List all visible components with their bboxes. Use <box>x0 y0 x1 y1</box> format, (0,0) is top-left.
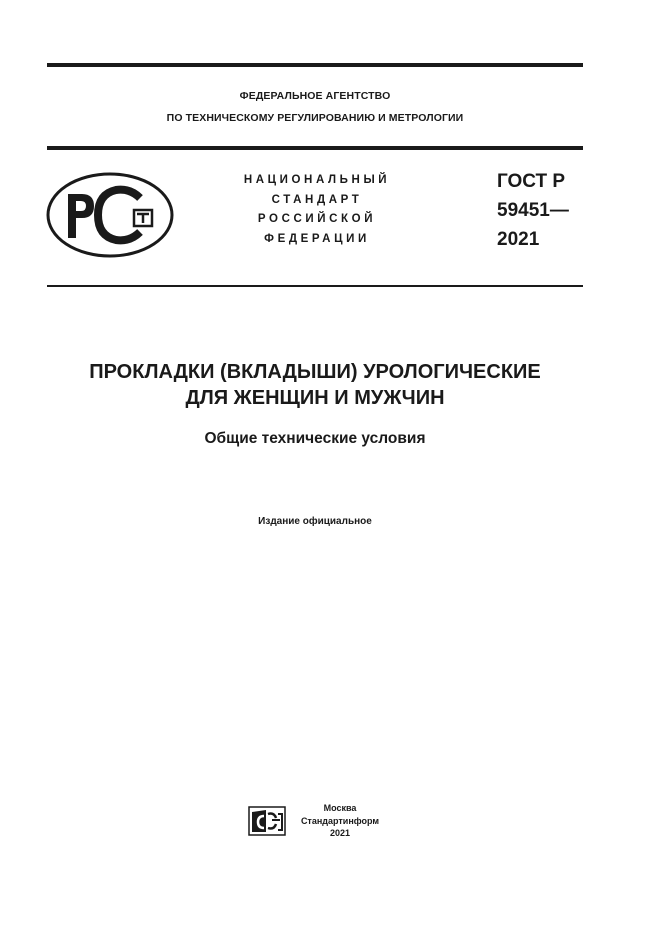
standard-type-line1: НАЦИОНАЛЬНЫЙ <box>243 174 391 186</box>
edition-note: Издание официальное <box>258 516 372 527</box>
publisher-info <box>300 802 380 840</box>
middle-rule <box>47 146 583 150</box>
agency-name-line2: ПО ТЕХНИЧЕСКОМУ РЕГУЛИРОВАНИЮ И МЕТРОЛОГИИ <box>166 112 464 124</box>
document-title-line1: ПРОКЛАДКИ (ВКЛАДЫШИ) УРОЛОГИЧЕСКИЕ <box>89 361 541 383</box>
publisher-year: 2021 <box>329 828 351 838</box>
standard-type-line2: СТАНДАРТ <box>271 194 363 206</box>
document-title-line2: ДЛЯ ЖЕНЩИН И МУЖЧИН <box>185 387 445 409</box>
standard-designation-line3: 2021 <box>497 229 540 250</box>
document-subtitle: Общие технические условия <box>204 430 426 447</box>
standartinform-logo-icon <box>248 806 286 836</box>
standard-type-line3: РОССИЙСКОЙ <box>257 213 377 225</box>
bottom-rule <box>47 285 583 287</box>
standard-designation-line1: ГОСТ Р <box>497 171 566 192</box>
publisher-name: Стандартинформ <box>300 815 380 826</box>
agency-name-line1: ФЕДЕРАЛЬНОЕ АГЕНТСТВО <box>239 90 391 102</box>
standard-type-line4: ФЕДЕРАЦИИ <box>264 233 370 245</box>
standard-designation-line2: 59451— <box>497 200 569 221</box>
publisher-city: Москва <box>323 803 357 813</box>
gost-r-certification-mark-icon <box>46 172 174 258</box>
top-rule <box>47 63 583 67</box>
